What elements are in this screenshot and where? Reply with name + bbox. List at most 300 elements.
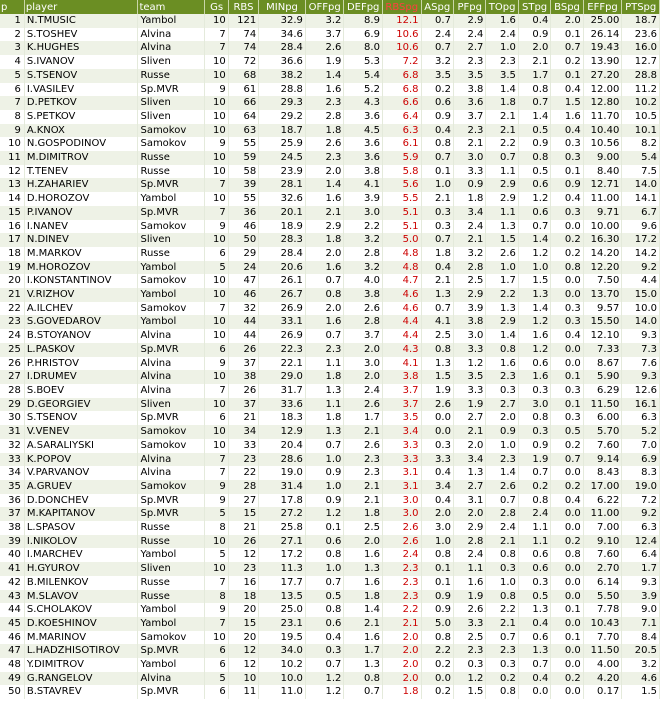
cell-stpg: 2.0 <box>518 41 550 55</box>
cell-stpg: 1.3 <box>518 603 550 617</box>
cell-offpg: 0.7 <box>305 329 344 343</box>
cell-defpg: 8.0 <box>344 41 383 55</box>
cell-player[interactable]: V.PARVANOV <box>24 466 138 480</box>
cell-aspg: 3.0 <box>421 521 453 535</box>
cell-bspg: 0.0 <box>551 466 583 480</box>
cell-stpg: 0.3 <box>518 576 550 590</box>
cell-p: 35 <box>0 480 24 494</box>
cell-stpg: 0.9 <box>518 137 550 151</box>
cell-offpg: 2.3 <box>305 151 344 165</box>
cell-minpg: 24.5 <box>259 151 306 165</box>
cell-rbspg: 3.3 <box>382 439 421 453</box>
column-header-ptspg[interactable]: PTSpg <box>622 0 660 14</box>
table-row <box>0 165 660 179</box>
cell-team: Samokov <box>138 137 205 151</box>
cell-rbs: 10 <box>228 672 258 686</box>
cell-effpg: 11.50 <box>583 644 622 658</box>
cell-rbs: 72 <box>228 55 258 69</box>
cell-topg: 0.8 <box>486 685 518 699</box>
cell-defpg: 3.0 <box>344 357 383 371</box>
cell-topg: 2.6 <box>486 480 518 494</box>
table-row <box>0 384 660 398</box>
cell-defpg: 1.3 <box>344 658 383 672</box>
cell-topg: 0.2 <box>486 672 518 686</box>
cell-minpg: 29.2 <box>259 110 306 124</box>
cell-defpg: 2.3 <box>344 466 383 480</box>
cell-p: 36 <box>0 494 24 508</box>
table-row <box>0 644 660 658</box>
cell-defpg: 2.0 <box>344 343 383 357</box>
cell-aspg: 2.1 <box>421 192 453 206</box>
cell-player[interactable]: M.MARINOV <box>24 631 138 645</box>
cell-topg: 2.3 <box>486 55 518 69</box>
cell-p: 4 <box>0 55 24 69</box>
cell-team: Yambol <box>138 658 205 672</box>
cell-aspg: 1.5 <box>421 370 453 384</box>
cell-bspg: 0.3 <box>551 151 583 165</box>
cell-aspg: 3.3 <box>421 453 453 467</box>
cell-player[interactable]: D.PETKOV <box>24 96 138 110</box>
cell-defpg: 2.4 <box>344 384 383 398</box>
cell-pfpg: 2.3 <box>453 644 485 658</box>
cell-topg: 0.7 <box>486 151 518 165</box>
cell-ptspg: 14.0 <box>622 178 660 192</box>
cell-player[interactable]: P.IVANOV <box>24 206 138 220</box>
cell-offpg: 1.4 <box>305 178 344 192</box>
cell-rbs: 34 <box>228 425 258 439</box>
cell-player[interactable]: S.TOSHEV <box>24 28 138 42</box>
cell-rbs: 26 <box>228 343 258 357</box>
cell-stpg: 0.2 <box>518 480 550 494</box>
cell-rbspg: 3.8 <box>382 370 421 384</box>
cell-bspg: 0.2 <box>551 672 583 686</box>
cell-rbspg: 12.1 <box>382 14 421 28</box>
cell-player[interactable]: M.DIMITROV <box>24 151 138 165</box>
cell-stpg: 1.3 <box>518 288 550 302</box>
cell-stpg: 1.6 <box>518 329 550 343</box>
cell-p: 25 <box>0 343 24 357</box>
cell-ptspg: 9.3 <box>622 370 660 384</box>
cell-bspg: 0.0 <box>551 357 583 371</box>
cell-rbspg: 3.3 <box>382 453 421 467</box>
cell-team: Yambol <box>138 261 205 275</box>
cell-player[interactable]: S.IVANOV <box>24 55 138 69</box>
cell-gs: 10 <box>205 110 228 124</box>
cell-pfpg: 0.9 <box>453 178 485 192</box>
cell-team: Russe <box>138 69 205 83</box>
cell-p: 19 <box>0 261 24 275</box>
cell-player[interactable]: D.DONCHEV <box>24 494 138 508</box>
cell-bspg: 1.5 <box>551 96 583 110</box>
cell-rbs: 37 <box>228 357 258 371</box>
cell-bspg: 0.2 <box>551 535 583 549</box>
cell-gs: 9 <box>205 357 228 371</box>
cell-player[interactable]: S.TSENOV <box>24 411 138 425</box>
cell-offpg: 1.6 <box>305 192 344 206</box>
cell-bspg: 0.1 <box>551 370 583 384</box>
cell-stpg: 1.0 <box>518 261 550 275</box>
cell-gs: 10 <box>205 631 228 645</box>
cell-p: 1 <box>0 14 24 28</box>
cell-offpg: 0.8 <box>305 288 344 302</box>
cell-ptspg: 10.0 <box>622 302 660 316</box>
cell-bspg: 0.0 <box>551 274 583 288</box>
cell-stpg: 0.6 <box>518 548 550 562</box>
cell-p: 28 <box>0 384 24 398</box>
table-row <box>0 411 660 425</box>
cell-player[interactable]: M.SLAVOV <box>24 590 138 604</box>
cell-topg: 0.8 <box>486 590 518 604</box>
cell-topg: 1.7 <box>486 274 518 288</box>
cell-player[interactable]: H.GYUROV <box>24 562 138 576</box>
cell-player[interactable]: L.SPASOV <box>24 521 138 535</box>
cell-offpg: 1.8 <box>305 124 344 138</box>
cell-player[interactable]: T.TENEV <box>24 165 138 179</box>
cell-topg: 1.1 <box>486 165 518 179</box>
cell-topg: 2.2 <box>486 137 518 151</box>
cell-p: 46 <box>0 631 24 645</box>
cell-defpg: 1.8 <box>344 590 383 604</box>
cell-offpg: 1.8 <box>305 370 344 384</box>
cell-topg: 1.4 <box>486 83 518 97</box>
column-header-defpg[interactable]: DEFpg <box>344 0 383 14</box>
table-row <box>0 69 660 83</box>
column-header-offpg[interactable]: OFFpg <box>305 0 344 14</box>
cell-stpg: 0.7 <box>518 220 550 234</box>
cell-offpg: 1.9 <box>305 55 344 69</box>
cell-player[interactable]: S.PETKOV <box>24 110 138 124</box>
cell-player[interactable]: Y.DIMITROV <box>24 658 138 672</box>
cell-topg: 0.8 <box>486 548 518 562</box>
cell-team: Sp.MVR <box>138 644 205 658</box>
cell-stpg: 0.4 <box>518 672 550 686</box>
cell-stpg: 2.4 <box>518 507 550 521</box>
cell-player[interactable]: N.DINEV <box>24 233 138 247</box>
cell-player[interactable]: K.POPOV <box>24 453 138 467</box>
cell-aspg: 0.8 <box>421 137 453 151</box>
cell-player[interactable]: N.GOSPODINOV <box>24 137 138 151</box>
cell-offpg: 0.8 <box>305 548 344 562</box>
cell-bspg: 0.0 <box>551 576 583 590</box>
table-row <box>0 151 660 165</box>
cell-gs: 9 <box>205 494 228 508</box>
cell-rbspg: 6.8 <box>382 83 421 97</box>
cell-ptspg: 5.4 <box>622 151 660 165</box>
cell-rbspg: 2.1 <box>382 617 421 631</box>
cell-pfpg: 1.5 <box>453 685 485 699</box>
cell-aspg: 1.3 <box>421 288 453 302</box>
cell-bspg: 0.8 <box>551 548 583 562</box>
cell-ptspg: 3.9 <box>622 590 660 604</box>
cell-stpg: 1.3 <box>518 644 550 658</box>
column-header-player[interactable]: player <box>24 0 138 14</box>
cell-team: Alvina <box>138 41 205 55</box>
cell-minpg: 34.0 <box>259 644 306 658</box>
cell-effpg: 5.70 <box>583 425 622 439</box>
cell-gs: 10 <box>205 370 228 384</box>
cell-rbspg: 4.3 <box>382 343 421 357</box>
cell-rbspg: 5.9 <box>382 151 421 165</box>
cell-aspg: 0.3 <box>421 220 453 234</box>
cell-minpg: 19.5 <box>259 631 306 645</box>
cell-p: 41 <box>0 562 24 576</box>
cell-effpg: 4.20 <box>583 672 622 686</box>
cell-player[interactable]: D.HOROZOV <box>24 192 138 206</box>
cell-player[interactable]: I.VASILEV <box>24 83 138 97</box>
column-header-topg[interactable]: TOpg <box>486 0 518 14</box>
cell-bspg: 0.0 <box>551 590 583 604</box>
cell-player[interactable]: V.VENEV <box>24 425 138 439</box>
cell-player[interactable]: B.STOYANOV <box>24 329 138 343</box>
cell-topg: 1.6 <box>486 357 518 371</box>
cell-player[interactable]: S.CHOLAKOV <box>24 603 138 617</box>
column-header-effpg[interactable]: EFFpg <box>583 0 622 14</box>
cell-defpg: 2.6 <box>344 302 383 316</box>
cell-p: 14 <box>0 192 24 206</box>
cell-gs: 10 <box>205 69 228 83</box>
cell-pfpg: 2.9 <box>453 288 485 302</box>
cell-offpg: 0.7 <box>305 274 344 288</box>
cell-minpg: 18.9 <box>259 220 306 234</box>
table-row <box>0 576 660 590</box>
cell-effpg: 6.14 <box>583 576 622 590</box>
cell-player[interactable]: V.RIZHOV <box>24 288 138 302</box>
table-row <box>0 658 660 672</box>
cell-bspg: 0.1 <box>551 603 583 617</box>
cell-ptspg: 7.0 <box>622 439 660 453</box>
cell-player[interactable]: A.ILCHEV <box>24 302 138 316</box>
cell-player[interactable]: S.TSENOV <box>24 69 138 83</box>
cell-rbspg: 6.4 <box>382 110 421 124</box>
cell-effpg: 7.60 <box>583 439 622 453</box>
cell-player[interactable]: N.TMUSIC <box>24 14 138 28</box>
cell-p: 20 <box>0 274 24 288</box>
cell-rbs: 66 <box>228 96 258 110</box>
cell-gs: 6 <box>205 343 228 357</box>
cell-defpg: 3.6 <box>344 110 383 124</box>
cell-bspg: 0.3 <box>551 302 583 316</box>
cell-rbspg: 2.6 <box>382 521 421 535</box>
cell-offpg: 2.0 <box>305 247 344 261</box>
cell-player[interactable]: S.GOVEDAROV <box>24 315 138 329</box>
cell-topg: 1.4 <box>486 466 518 480</box>
cell-player[interactable]: B.STAVREV <box>24 685 138 699</box>
cell-offpg: 0.9 <box>305 466 344 480</box>
cell-defpg: 2.1 <box>344 425 383 439</box>
cell-rbs: 32 <box>228 302 258 316</box>
cell-p: 33 <box>0 453 24 467</box>
cell-stpg: 0.4 <box>518 617 550 631</box>
cell-player[interactable]: S.BOEV <box>24 384 138 398</box>
cell-player[interactable]: H.ZAHARIEV <box>24 178 138 192</box>
cell-rbspg: 5.1 <box>382 206 421 220</box>
cell-gs: 10 <box>205 274 228 288</box>
cell-rbs: 63 <box>228 124 258 138</box>
cell-team: Sliven <box>138 96 205 110</box>
cell-minpg: 36.6 <box>259 55 306 69</box>
cell-offpg: 3.2 <box>305 14 344 28</box>
cell-p: 43 <box>0 590 24 604</box>
cell-stpg: 1.2 <box>518 343 550 357</box>
cell-rbspg: 2.3 <box>382 590 421 604</box>
cell-stpg: 1.4 <box>518 110 550 124</box>
cell-gs: 5 <box>205 548 228 562</box>
cell-player[interactable]: G.RANGELOV <box>24 672 138 686</box>
cell-player[interactable]: P.HRISTOV <box>24 357 138 371</box>
cell-team: Alvina <box>138 453 205 467</box>
cell-stpg: 1.4 <box>518 233 550 247</box>
column-header-gs[interactable]: Gs <box>205 0 228 14</box>
cell-pfpg: 2.1 <box>453 425 485 439</box>
column-header-p[interactable]: p <box>0 0 24 14</box>
cell-rbspg: 2.3 <box>382 576 421 590</box>
cell-pfpg: 3.6 <box>453 96 485 110</box>
column-header-pfpg[interactable]: PFpg <box>453 0 485 14</box>
cell-player[interactable]: L.HADZHISOTIROV <box>24 644 138 658</box>
cell-offpg: 0.1 <box>305 521 344 535</box>
cell-player[interactable]: K.HUGHES <box>24 41 138 55</box>
table-row <box>0 453 660 467</box>
cell-offpg: 0.5 <box>305 590 344 604</box>
cell-p: 21 <box>0 288 24 302</box>
cell-bspg: 0.4 <box>551 192 583 206</box>
cell-effpg: 11.00 <box>583 192 622 206</box>
cell-stpg: 0.3 <box>518 425 550 439</box>
cell-player[interactable]: M.KAPITANOV <box>24 507 138 521</box>
cell-pfpg: 3.5 <box>453 69 485 83</box>
cell-minpg: 28.6 <box>259 453 306 467</box>
cell-player[interactable]: I.MARCHEV <box>24 548 138 562</box>
table-row <box>0 192 660 206</box>
cell-bspg: 0.0 <box>551 288 583 302</box>
cell-team: Samokov <box>138 631 205 645</box>
cell-gs: 7 <box>205 384 228 398</box>
cell-rbspg: 4.6 <box>382 302 421 316</box>
cell-topg: 1.0 <box>486 439 518 453</box>
cell-player[interactable]: B.MILENKOV <box>24 576 138 590</box>
cell-rbs: 16 <box>228 576 258 590</box>
cell-ptspg: 8.4 <box>622 631 660 645</box>
cell-player[interactable]: I.KONSTANTINOV <box>24 274 138 288</box>
cell-team: Yambol <box>138 192 205 206</box>
cell-bspg: 0.0 <box>551 507 583 521</box>
cell-rbs: 59 <box>228 151 258 165</box>
cell-ptspg: 10.1 <box>622 124 660 138</box>
cell-bspg: 0.1 <box>551 398 583 412</box>
cell-p: 29 <box>0 398 24 412</box>
cell-topg: 2.2 <box>486 288 518 302</box>
cell-rbs: 44 <box>228 315 258 329</box>
cell-minpg: 18.7 <box>259 124 306 138</box>
cell-player[interactable]: I.NANEV <box>24 220 138 234</box>
cell-team: Sliven <box>138 562 205 576</box>
cell-gs: 10 <box>205 329 228 343</box>
cell-player[interactable]: I.DRUMEV <box>24 370 138 384</box>
cell-bspg: 0.2 <box>551 480 583 494</box>
cell-ptspg: 14.0 <box>622 315 660 329</box>
cell-minpg: 19.0 <box>259 466 306 480</box>
cell-p: 6 <box>0 83 24 97</box>
cell-topg: 2.0 <box>486 411 518 425</box>
column-header-stpg[interactable]: STpg <box>518 0 550 14</box>
column-header-rbspg[interactable]: RBSpg <box>382 0 421 14</box>
cell-offpg: 1.3 <box>305 425 344 439</box>
cell-ptspg: 16.0 <box>622 41 660 55</box>
cell-p: 39 <box>0 535 24 549</box>
cell-rbs: 29 <box>228 247 258 261</box>
cell-rbspg: 5.5 <box>382 192 421 206</box>
cell-defpg: 1.6 <box>344 548 383 562</box>
cell-rbspg: 4.8 <box>382 247 421 261</box>
column-header-aspg[interactable]: ASpg <box>421 0 453 14</box>
cell-ptspg: 6.4 <box>622 548 660 562</box>
cell-player[interactable]: A.KNOX <box>24 124 138 138</box>
cell-aspg: 0.9 <box>421 110 453 124</box>
cell-pfpg: 2.4 <box>453 220 485 234</box>
cell-minpg: 29.3 <box>259 96 306 110</box>
cell-stpg: 0.9 <box>518 439 550 453</box>
cell-ptspg: 9.0 <box>622 603 660 617</box>
cell-offpg: 1.6 <box>305 261 344 275</box>
cell-player[interactable]: M.MARKOV <box>24 247 138 261</box>
cell-defpg: 5.3 <box>344 55 383 69</box>
column-header-team[interactable]: team <box>138 0 205 14</box>
cell-aspg: 0.1 <box>421 576 453 590</box>
column-header-minpg[interactable]: MINpg <box>259 0 306 14</box>
cell-player[interactable]: M.HOROZOV <box>24 261 138 275</box>
column-header-rbs[interactable]: RBS <box>228 0 258 14</box>
cell-pfpg: 3.2 <box>453 247 485 261</box>
cell-defpg: 4.0 <box>344 274 383 288</box>
cell-p: 45 <box>0 617 24 631</box>
cell-minpg: 11.3 <box>259 562 306 576</box>
cell-pfpg: 2.8 <box>453 535 485 549</box>
cell-effpg: 7.60 <box>583 548 622 562</box>
cell-bspg: 0.5 <box>551 425 583 439</box>
cell-aspg: 4.1 <box>421 315 453 329</box>
cell-player[interactable]: I.NIKOLOV <box>24 535 138 549</box>
cell-player[interactable]: D.KOESHINOV <box>24 617 138 631</box>
cell-ptspg: 4.6 <box>622 672 660 686</box>
cell-topg: 2.9 <box>486 178 518 192</box>
cell-aspg: 0.2 <box>421 83 453 97</box>
cell-bspg: 0.0 <box>551 644 583 658</box>
cell-player[interactable]: D.GEORGIEV <box>24 398 138 412</box>
table-row <box>0 206 660 220</box>
cell-stpg: 0.7 <box>518 96 550 110</box>
cell-rbs: 47 <box>228 274 258 288</box>
cell-rbspg: 4.1 <box>382 357 421 371</box>
cell-pfpg: 1.3 <box>453 466 485 480</box>
cell-player[interactable]: A.GRUEV <box>24 480 138 494</box>
cell-effpg: 0.17 <box>583 685 622 699</box>
cell-topg: 2.4 <box>486 521 518 535</box>
cell-player[interactable]: A.SARALIYSKI <box>24 439 138 453</box>
cell-bspg: 0.2 <box>551 55 583 69</box>
cell-aspg: 0.0 <box>421 672 453 686</box>
cell-minpg: 29.0 <box>259 370 306 384</box>
cell-bspg: 0.1 <box>551 28 583 42</box>
cell-effpg: 27.20 <box>583 69 622 83</box>
cell-player[interactable]: L.PASKOV <box>24 343 138 357</box>
cell-rbspg: 2.2 <box>382 603 421 617</box>
cell-minpg: 26.7 <box>259 288 306 302</box>
cell-minpg: 10.2 <box>259 658 306 672</box>
table-row <box>0 603 660 617</box>
cell-team: Russe <box>138 165 205 179</box>
column-header-bspg[interactable]: BSpg <box>551 0 583 14</box>
cell-team: Sliven <box>138 398 205 412</box>
